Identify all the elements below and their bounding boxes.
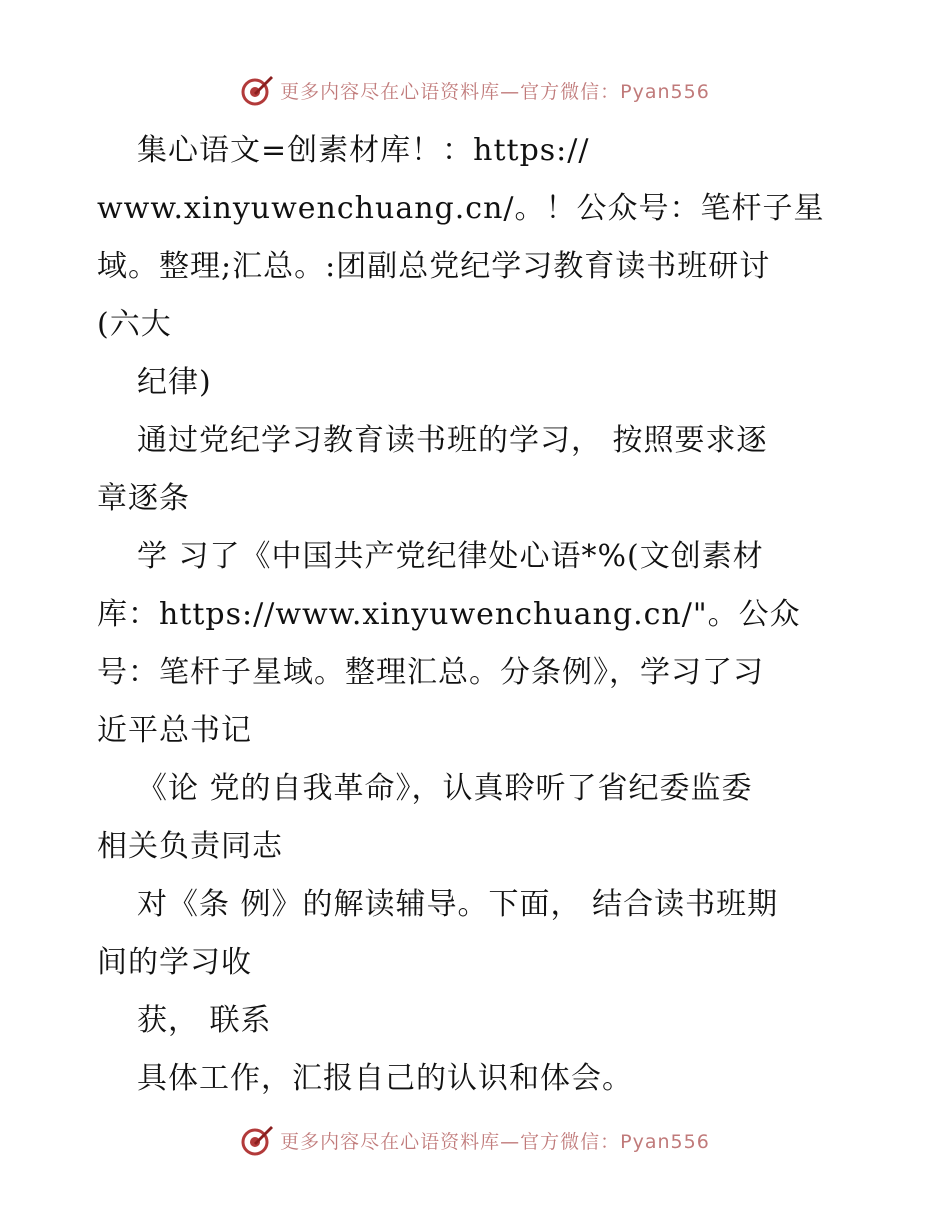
text-line: www.xinyuwenchuang.cn/。！公众号：笔杆子星 [97,191,825,226]
text-line: 通过党纪学习教育读书班的学习， 按照要求逐 [137,423,768,458]
text-line: 域。整理;汇总。:团副总党纪学习教育读书班研讨 [97,249,771,284]
document-body [97,122,857,1108]
text-line: 获， 联系 [137,1003,272,1038]
text-line: 库：https://www.xinyuwenchuang.cn/"。公众 [97,597,801,632]
text-line: 集心语文=创素材库！：https:// [137,133,590,168]
text-line: 近平总书记 [97,713,252,748]
header-banner [0,70,950,110]
text-line: 相关负责同志 [97,829,283,864]
quill-seal-icon [240,73,274,107]
text-line: 《论 党的自我革命》，认真聆听了省纪委监委 [137,771,753,806]
text-line: 号：笔杆子星域。整理汇总。分条例》，学习了习 [97,655,764,690]
text-line: 纪律) [137,365,212,400]
text-line: (六大 [97,307,172,342]
text-line: 学 习了《中国共产党纪律处心语*%(文创素材 [137,539,764,574]
quill-seal-icon [240,1123,274,1157]
text-line: 间的学习收 [97,945,252,980]
text-line: 对《条 例》的解读辅导。下面， 结合读书班期 [137,887,779,922]
text-line: 具体工作，汇报自己的认识和体会。 [137,1061,633,1096]
footer-banner-text: 更多内容尽在心语资料库—官方微信：Pyan556 [280,1130,710,1153]
text-line: 章逐条 [97,481,190,516]
header-banner-text: 更多内容尽在心语资料库—官方微信：Pyan556 [280,80,710,103]
footer-banner [0,1120,950,1160]
